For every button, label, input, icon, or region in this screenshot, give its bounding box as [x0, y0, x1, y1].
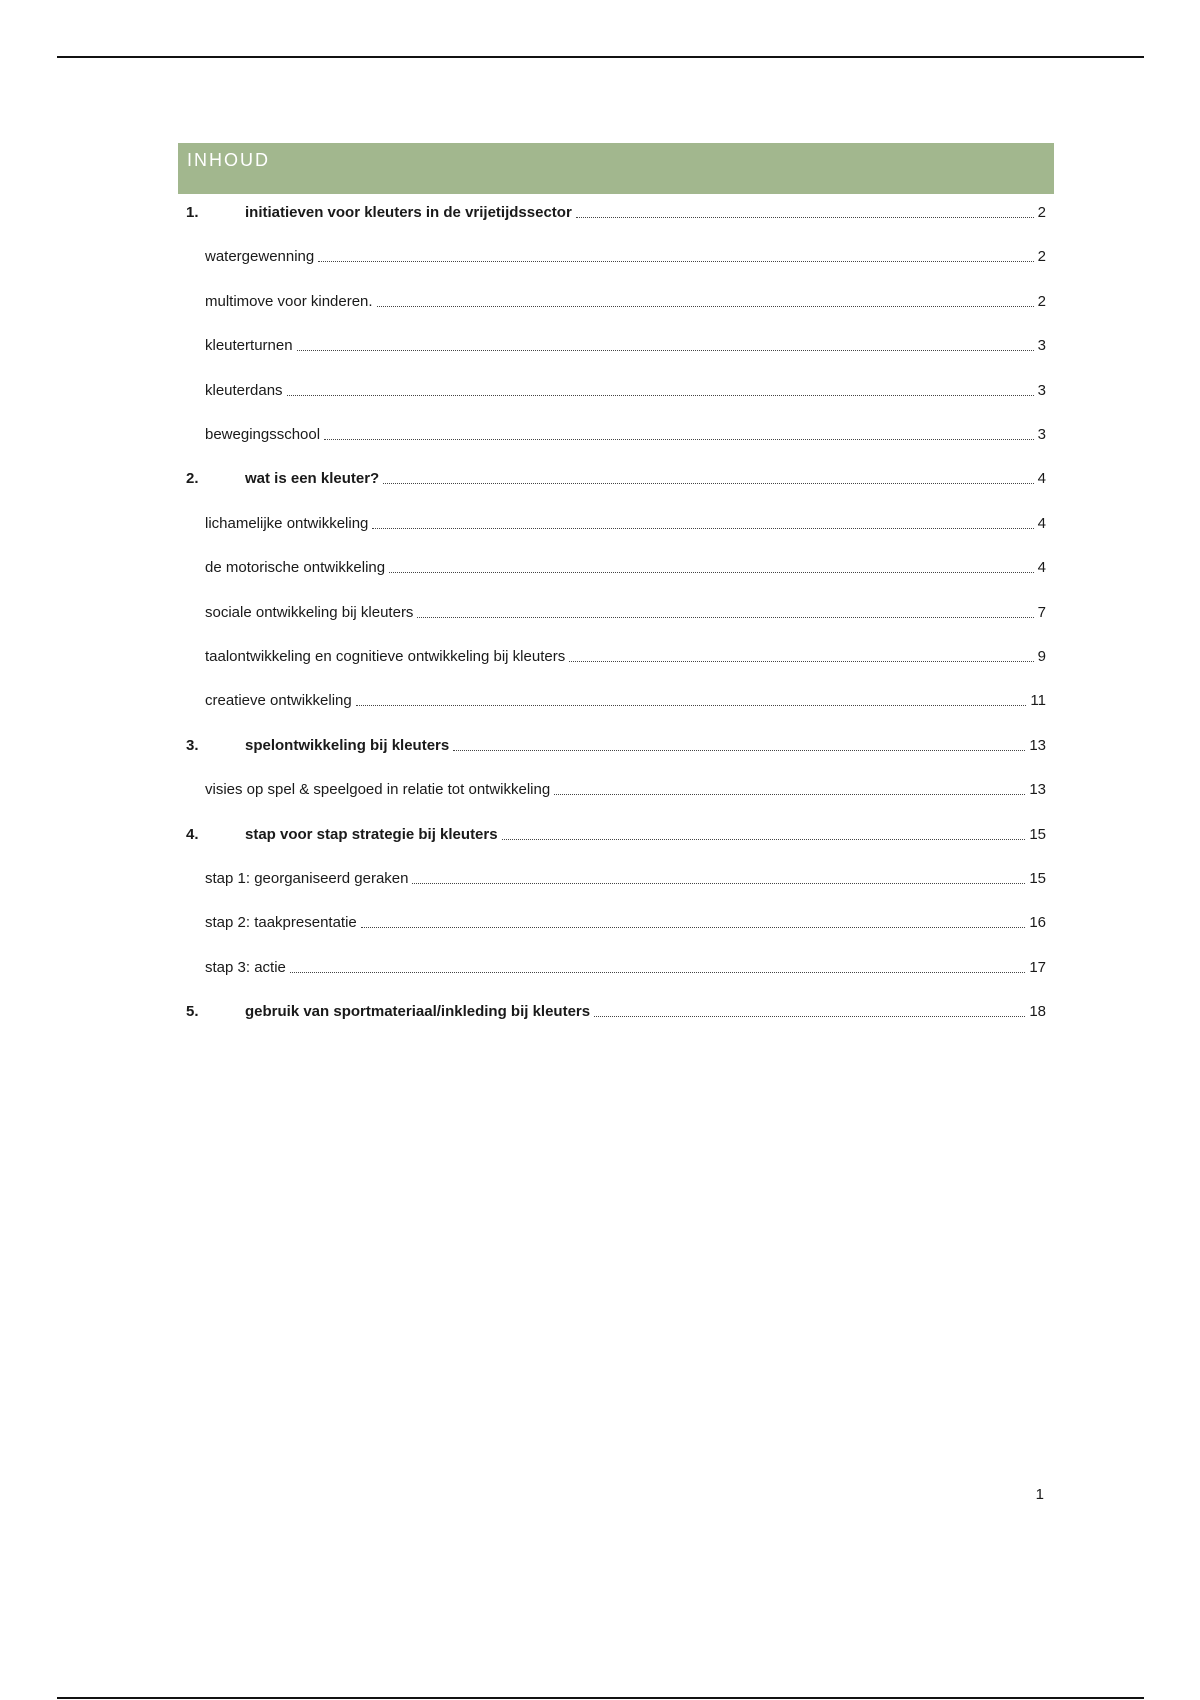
toc-entries	[178, 194, 1054, 1034]
toc-entry-title: stap 2: taakpresentatie	[205, 914, 357, 932]
toc-entry-title: stap 1: georganiseerd geraken	[205, 870, 409, 887]
table-of-contents	[178, 143, 1054, 1034]
toc-entry-title: sociale ontwikkeling bij kleuters	[205, 603, 414, 621]
toc-entry[interactable]	[178, 290, 1046, 312]
toc-entry-page: 3	[1037, 337, 1046, 355]
toc-entry[interactable]	[178, 734, 1046, 756]
toc-dot-leader	[361, 927, 1026, 928]
toc-entry-title: stap voor stap strategie bij kleuters	[245, 825, 498, 843]
toc-entry-page: 15	[1029, 870, 1046, 887]
toc-dot-leader	[502, 839, 1026, 840]
toc-entry-page: 11	[1030, 692, 1046, 710]
toc-entry-number: 5.	[186, 1003, 199, 1021]
toc-entry-title: lichamelijke ontwikkeling	[205, 514, 369, 532]
toc-dot-leader	[372, 528, 1033, 529]
toc-entry[interactable]	[178, 423, 1046, 445]
toc-dot-leader	[569, 661, 1033, 662]
toc-entry-title: wat is een kleuter?	[245, 470, 380, 488]
toc-dot-leader	[554, 794, 1025, 795]
toc-entry[interactable]	[178, 245, 1046, 267]
toc-entry[interactable]	[178, 379, 1046, 401]
toc-entry-title: gebruik van sportmateriaal/inkleding bij kleuters	[245, 1003, 591, 1021]
toc-entry-page: 4	[1037, 514, 1046, 532]
toc-entry-page: 18	[1029, 1003, 1046, 1021]
toc-dot-leader	[389, 572, 1034, 573]
toc-dot-leader	[297, 350, 1034, 351]
toc-entry[interactable]	[178, 201, 1046, 223]
toc-entry[interactable]	[178, 867, 1046, 889]
toc-entry-page: 2	[1037, 292, 1046, 310]
toc-entry[interactable]	[178, 911, 1046, 933]
toc-dot-leader	[290, 972, 1025, 973]
header-rule	[57, 56, 1144, 58]
toc-entry-title: spelontwikkeling bij kleuters	[245, 736, 450, 754]
toc-entry-page: 13	[1029, 736, 1046, 754]
toc-entry-page: 3	[1037, 381, 1046, 399]
toc-entry-number: 4.	[186, 825, 199, 843]
toc-entry-page: 17	[1029, 958, 1046, 976]
toc-dot-leader	[377, 306, 1034, 307]
toc-dot-leader	[453, 750, 1025, 751]
toc-entry-page: 16	[1029, 914, 1046, 932]
toc-entry-number: 2.	[186, 470, 199, 488]
toc-entry[interactable]	[178, 512, 1046, 534]
toc-dot-leader	[412, 883, 1025, 884]
toc-entry-title: creatieve ontwikkeling	[205, 692, 352, 710]
toc-entry[interactable]	[178, 334, 1046, 356]
toc-entry[interactable]	[178, 823, 1046, 845]
footer-rule	[57, 1697, 1144, 1699]
toc-dot-leader	[417, 617, 1033, 618]
toc-entry-title: multimove voor kinderen.	[205, 292, 373, 310]
toc-entry-page: 2	[1037, 248, 1046, 266]
toc-dot-leader	[318, 261, 1033, 262]
toc-entry-page: 3	[1037, 426, 1046, 443]
toc-dot-leader	[356, 705, 1027, 706]
toc-entry-number: 3.	[186, 736, 199, 754]
toc-entry-title: visies op spel & speelgoed in relatie tot ontwikkeling	[205, 781, 551, 799]
toc-dot-leader	[287, 395, 1034, 396]
toc-entry-title: stap 3: actie	[205, 958, 286, 976]
toc-entry-page: 9	[1037, 648, 1046, 665]
toc-entry[interactable]	[178, 645, 1046, 667]
toc-entry-page: 7	[1037, 603, 1046, 621]
toc-dot-leader	[383, 483, 1033, 484]
toc-entry-title: initiatieven voor kleuters in de vrijetijdssector	[245, 204, 572, 221]
toc-entry-title: taalontwikkeling en cognitieve ontwikkeling bij kleuters	[205, 648, 566, 665]
toc-dot-leader	[576, 217, 1034, 218]
toc-entry[interactable]	[178, 1000, 1046, 1022]
toc-entry[interactable]	[178, 778, 1046, 800]
toc-title: INHOUD	[178, 143, 1054, 194]
toc-entry-page: 4	[1037, 470, 1046, 488]
toc-entry-page: 2	[1037, 204, 1046, 221]
toc-entry[interactable]	[178, 956, 1046, 978]
toc-dot-leader	[594, 1016, 1025, 1017]
toc-entry[interactable]	[178, 601, 1046, 623]
page-number: 1	[1035, 1486, 1044, 1503]
toc-entry-title: kleuterdans	[205, 381, 283, 399]
toc-entry-page: 4	[1037, 559, 1046, 577]
toc-entry-title: watergewenning	[205, 248, 315, 266]
toc-entry-title: bewegingsschool	[205, 426, 321, 443]
toc-entry[interactable]	[178, 689, 1046, 711]
toc-entry[interactable]	[178, 556, 1046, 578]
toc-entry-page: 15	[1029, 825, 1046, 843]
toc-entry-title: kleuterturnen	[205, 337, 293, 355]
toc-entry-title: de motorische ontwikkeling	[205, 559, 386, 577]
toc-dot-leader	[324, 439, 1034, 440]
toc-entry-number: 1.	[186, 204, 199, 221]
toc-entry[interactable]	[178, 467, 1046, 489]
toc-entry-page: 13	[1029, 781, 1046, 799]
